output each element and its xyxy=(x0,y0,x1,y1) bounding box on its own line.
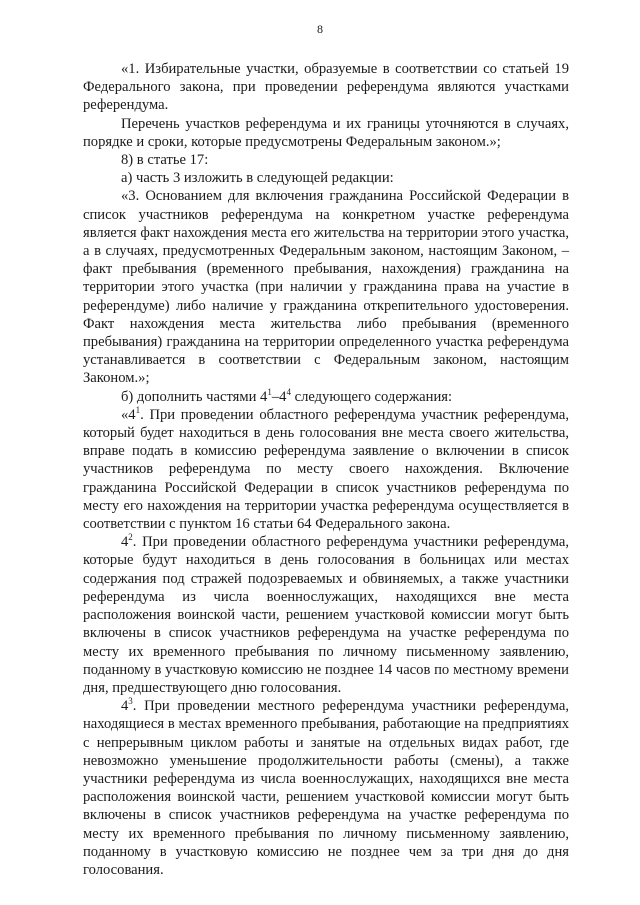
superscript: 1 xyxy=(135,405,141,415)
paragraph-part-4-1 xyxy=(83,406,569,533)
text-fragment: . При проведении областного референдума участник референдума, который будет находиться в день голосования вне места своего жительства, вправе подать в комиссию референдума заявление о включении в список участников референдума по месту своего нахождения. Включение гражданина Российской Федерации в список участников референдума по месту его нахождения на территории участка референдума осуществляется в соответствии с пунктом 16 статьи 64 Федерального закона. xyxy=(83,406,569,533)
document-body xyxy=(83,60,569,879)
text-fragment: . При проведении местного референдума участники референдума, находящиеся в местах временного пребывания, работающие на предприятиях с непрерывным циклом работы и занятые на отдельных видах работ, где невозможно уменьшение продолжительности работы (смены), а также участники референдума из числа военнослужащих, находящихся вне места расположения воинской части, решением участковой комиссии могут быть включены в список участников референдума на участке референдума по месту их временного пребывания по личному письменному заявлению, поданному в участковую комиссию не позднее чем за три дня до дня голосования. xyxy=(83,698,569,878)
paragraph-part-3-intro: а) часть 3 изложить в следующей редакции: xyxy=(121,170,394,187)
paragraph-part-1: «1. Избирательные участки, образуемые в соответствии со статьей 19 Федерального закона, при проведении референдума являются участками референдума. xyxy=(83,61,569,114)
text-fragment: 4 xyxy=(121,534,129,551)
text-fragment: 4 xyxy=(121,698,129,715)
text-fragment: . При проведении областного референдума участники референдума, которые будут находиться в день голосования в больницах или местах содержания под стражей подозреваемых и обвиняемых, а также участники референдума из числа военнослужащих, находящихся вне места расположения воинской части, решением участковой комиссии могут быть включены в список участников референдума на участке референдума по месту их временного пребывания по личному письменному заявлению, поданному в участковую комиссию не позднее 14 часов по местному времени дня, предшествующего дню голосования. xyxy=(83,534,569,696)
superscript: 3 xyxy=(128,696,133,707)
paragraph-part-4-2 xyxy=(83,533,569,697)
superscript: 4 xyxy=(286,386,291,397)
text-fragment: б) дополнить частями 4 xyxy=(121,388,268,405)
paragraph-parts-4-intro xyxy=(83,388,569,406)
paragraph-list-of-areas: Перечень участков референдума и их границы уточняются в случаях, порядке и сроки, которые предусмотрены Федеральным законом.»; xyxy=(83,115,569,150)
superscript: 1 xyxy=(267,386,272,397)
text-fragment: –4 xyxy=(271,388,287,405)
paragraph-part-4-3 xyxy=(83,697,569,879)
page-number: 8 xyxy=(317,22,323,36)
text-fragment: «4 xyxy=(121,406,136,423)
paragraph-part-3: «3. Основанием для включения гражданина Российской Федерации в список участников референдума на конкретном участке референдума является факт нахождения места его жительства на территории этого участка, а в случаях, предусмотренных Федеральным законом, настоящим Законом, – факт пребывания (временного пребывания, нахождения) гражданина на территории этого участка (при наличии у гражданина права на участие в референдуме) либо наличие у гражданина открепительного удостоверения. Факт нахождения места жительства либо пребывания (временного пребывания) гражданина на территории определенного участка референдума устанавливается в соответствии с Федеральным законом, настоящим Законом.»; xyxy=(83,188,569,387)
text-fragment: следующего содержания: xyxy=(290,388,453,405)
paragraph-article-17: 8) в статье 17: xyxy=(121,152,209,169)
superscript: 2 xyxy=(128,532,133,543)
